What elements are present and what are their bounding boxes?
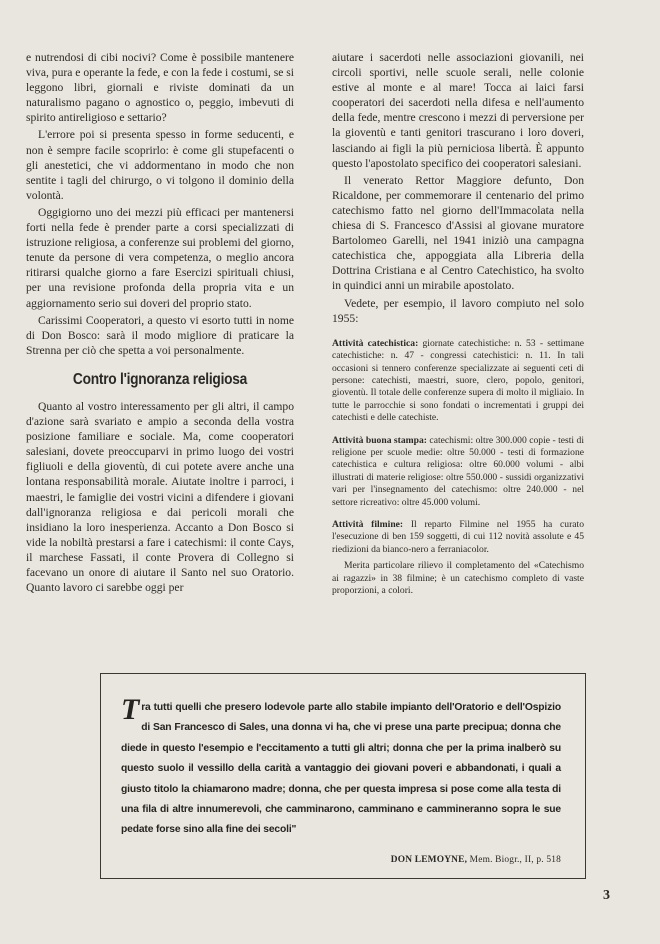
page-number: 3 <box>603 888 610 903</box>
paragraph: Il venerato Rettor Maggiore defunto, Don Ricaldone, per commemorare il centenario del primo catechismo fatto nel giorno dell'Immacolata nella chiesa di S. Francesco d'Assisi al giovane muratore Bartolomeo Garelli, nel 1941 iniziò una campagna catechistica che, appoggiata alla Libreria della Dottrina Cristiana e al Centro Catechistico, ha svolto in quindici anni un mirabile apostolato. <box>332 173 584 293</box>
paragraph: L'errore poi si presenta spesso in forme seducenti, e non è sempre facile scoprirlo: è come gli stupefacenti o gli anestetici, che vi addormentano in modo che non sentite i tagli del chirurgo, o vi tolgono il dominio della volontà. <box>26 128 294 202</box>
activity-title: Attività filmine: <box>332 518 404 530</box>
paragraph: aiutare i sacerdoti nelle associazioni giovanili, nei circoli sportivi, nelle scuole serali, nelle colonie estive al monte e al mare! Tocca ai laici farsi cooperatori dei sacerdoti nella difesa e nell'aumento della fede, mentre crescono i mezzi di perversione per la gioventù e tanti genitori trascurano i loro doveri, lasciando ai figli la più perniciosa libertà. È appunto questo l'apostolato specifico dei cooperatori salesiani. <box>332 51 584 170</box>
right-column <box>332 50 584 607</box>
paragraph: Quanto al vostro interessamento per gli altri, il campo d'azione sarà svariato e ampio a seconda della vostra posizione familiare e sociale. Ma, come cooperatori salesiani, dovete preoccuparvi in primo luogo dei vostri figliuoli e della gioventù, di cui potete avere anche una lontana responsabilità morale. Aiutate inoltre i parroci, i maestri, le famiglie dei vostri vicini a difendere i giovani dall'ignoranza religiosa e dai pericoli morali che insidiano la loro inesperienza. Accanto a Don Bosco si vide la nobiltà prestarsi a fare i catechismi: il conte Cays, il marchese Fassati, il conte Provera di Collegno si facevano un onore di aiutare il Santo nel suo Oratorio. Quanto lavoro ci sarebbe oggi per <box>26 399 294 595</box>
quote-attribution <box>121 855 561 865</box>
paragraph: Merita particolare rilievo il completamento del «Catechismo ai ragazzi» in 38 filmine; è un catechismo completo di vaste proporzioni, a colori. <box>332 560 584 596</box>
activity-text: Il reparto Filmine nel 1955 ha curato l'esecuzione di ben 159 soggetti, di cui 112 novità assolute e 45 riedizioni da bianco-nero a ferraniacolor. <box>332 518 584 555</box>
activity-buona-stampa <box>332 435 584 509</box>
paragraph: Oggigiorno uno dei mezzi più efficaci per mantenersi forti nella fede è prender parte a corsi specializzati di istruzione religiosa, a conferenze sui problemi del giorno, tenute da persone di vera competenza, o meglio ancora ritirarsi qualche giorno a fare Esercizi spirituali chiusi, per una revisione profonda della propria vita e un aggiornamento serio sui doveri del proprio stato. <box>26 205 294 310</box>
quote-dropcap: T <box>121 693 140 726</box>
quote-body: ra tutti quelli che presero lodevole parte allo stabile impianto dell'Oratorio e dell'Ospizio di San Francesco di Sales, una donna vi ha, che vi prese una parte precipua; donna che diede in questo l'esempio e l'eccitamento a tutti gli altri; donna che per la prima inalberò su questo suolo il vessillo della carità a vantaggio dei giovani poveri e abbandonati, i quali a giusto titolo la chiamarono madre; donna, che per questa impresa si pose come alla testa di una fila di altre innumerevoli, che camminarono, camminano e cammineranno sopra le sue pedate forse sino alla fine dei secoli" <box>121 702 561 836</box>
paragraph: Vedete, per esempio, il lavoro compiuto nel solo 1955: <box>332 296 584 325</box>
activity-report <box>332 338 584 598</box>
quote-box <box>100 673 586 879</box>
activity-text: catechismi: oltre 300.000 copie - testi di religione per scuole medie: oltre 50.000 - testi di formazione catechistica e cultura religiosa: oltre 60.000 volumi - albi illustrati di materie religiose: oltre 550.000 - sussidi organizzativi vari per l'insegnamento del catechismo: oltre 240.000 - nel settore ricreativo: oltre 45.000 volumi. <box>332 434 584 508</box>
paragraph: Carissimi Cooperatori, a questo vi esorto tutti in nome di Don Bosco: sarà il modo migliore di praticare la Strenna per ciò che spetta a voi personalmente. <box>26 313 294 357</box>
activity-title: Attività catechistica: <box>332 337 419 349</box>
section-heading: Contro l'ignoranza religiosa <box>72 370 248 388</box>
activity-catechistica <box>332 338 584 425</box>
quote-text <box>121 693 561 841</box>
quote-source: Mem. Biogr., II, p. 518 <box>467 854 561 865</box>
left-column <box>26 50 294 597</box>
quote-author: DON LEMOYNE, <box>390 854 468 865</box>
activity-text: giornate catechistiche: n. 53 - settimane catechistiche: n. 47 - congressi catechistici: n. 11. In tali occasioni si tennero conferenze specializzate ai seguenti ceti di persone: catechisti, maestri, suore, clero, popolo, genitori, gioventù. Il totale delle conferenze supera di molto il migliaio. In tutte le parrocchie si sono fondati o incrementati i gruppi dei catechisti e delle catechiste. <box>332 337 584 424</box>
paragraph: e nutrendosi di cibi nocivi? Come è possibile mantenere viva, pura e operante la fede, e con la fede i costumi, se si leggono libri, giornali e riviste dominati da un naturalismo pagano o agnostico o, peggio, imbevuti di spirito antireligioso e settario? <box>26 51 294 125</box>
activity-filmine <box>332 519 584 556</box>
activity-title: Attività buona stampa: <box>332 434 427 446</box>
